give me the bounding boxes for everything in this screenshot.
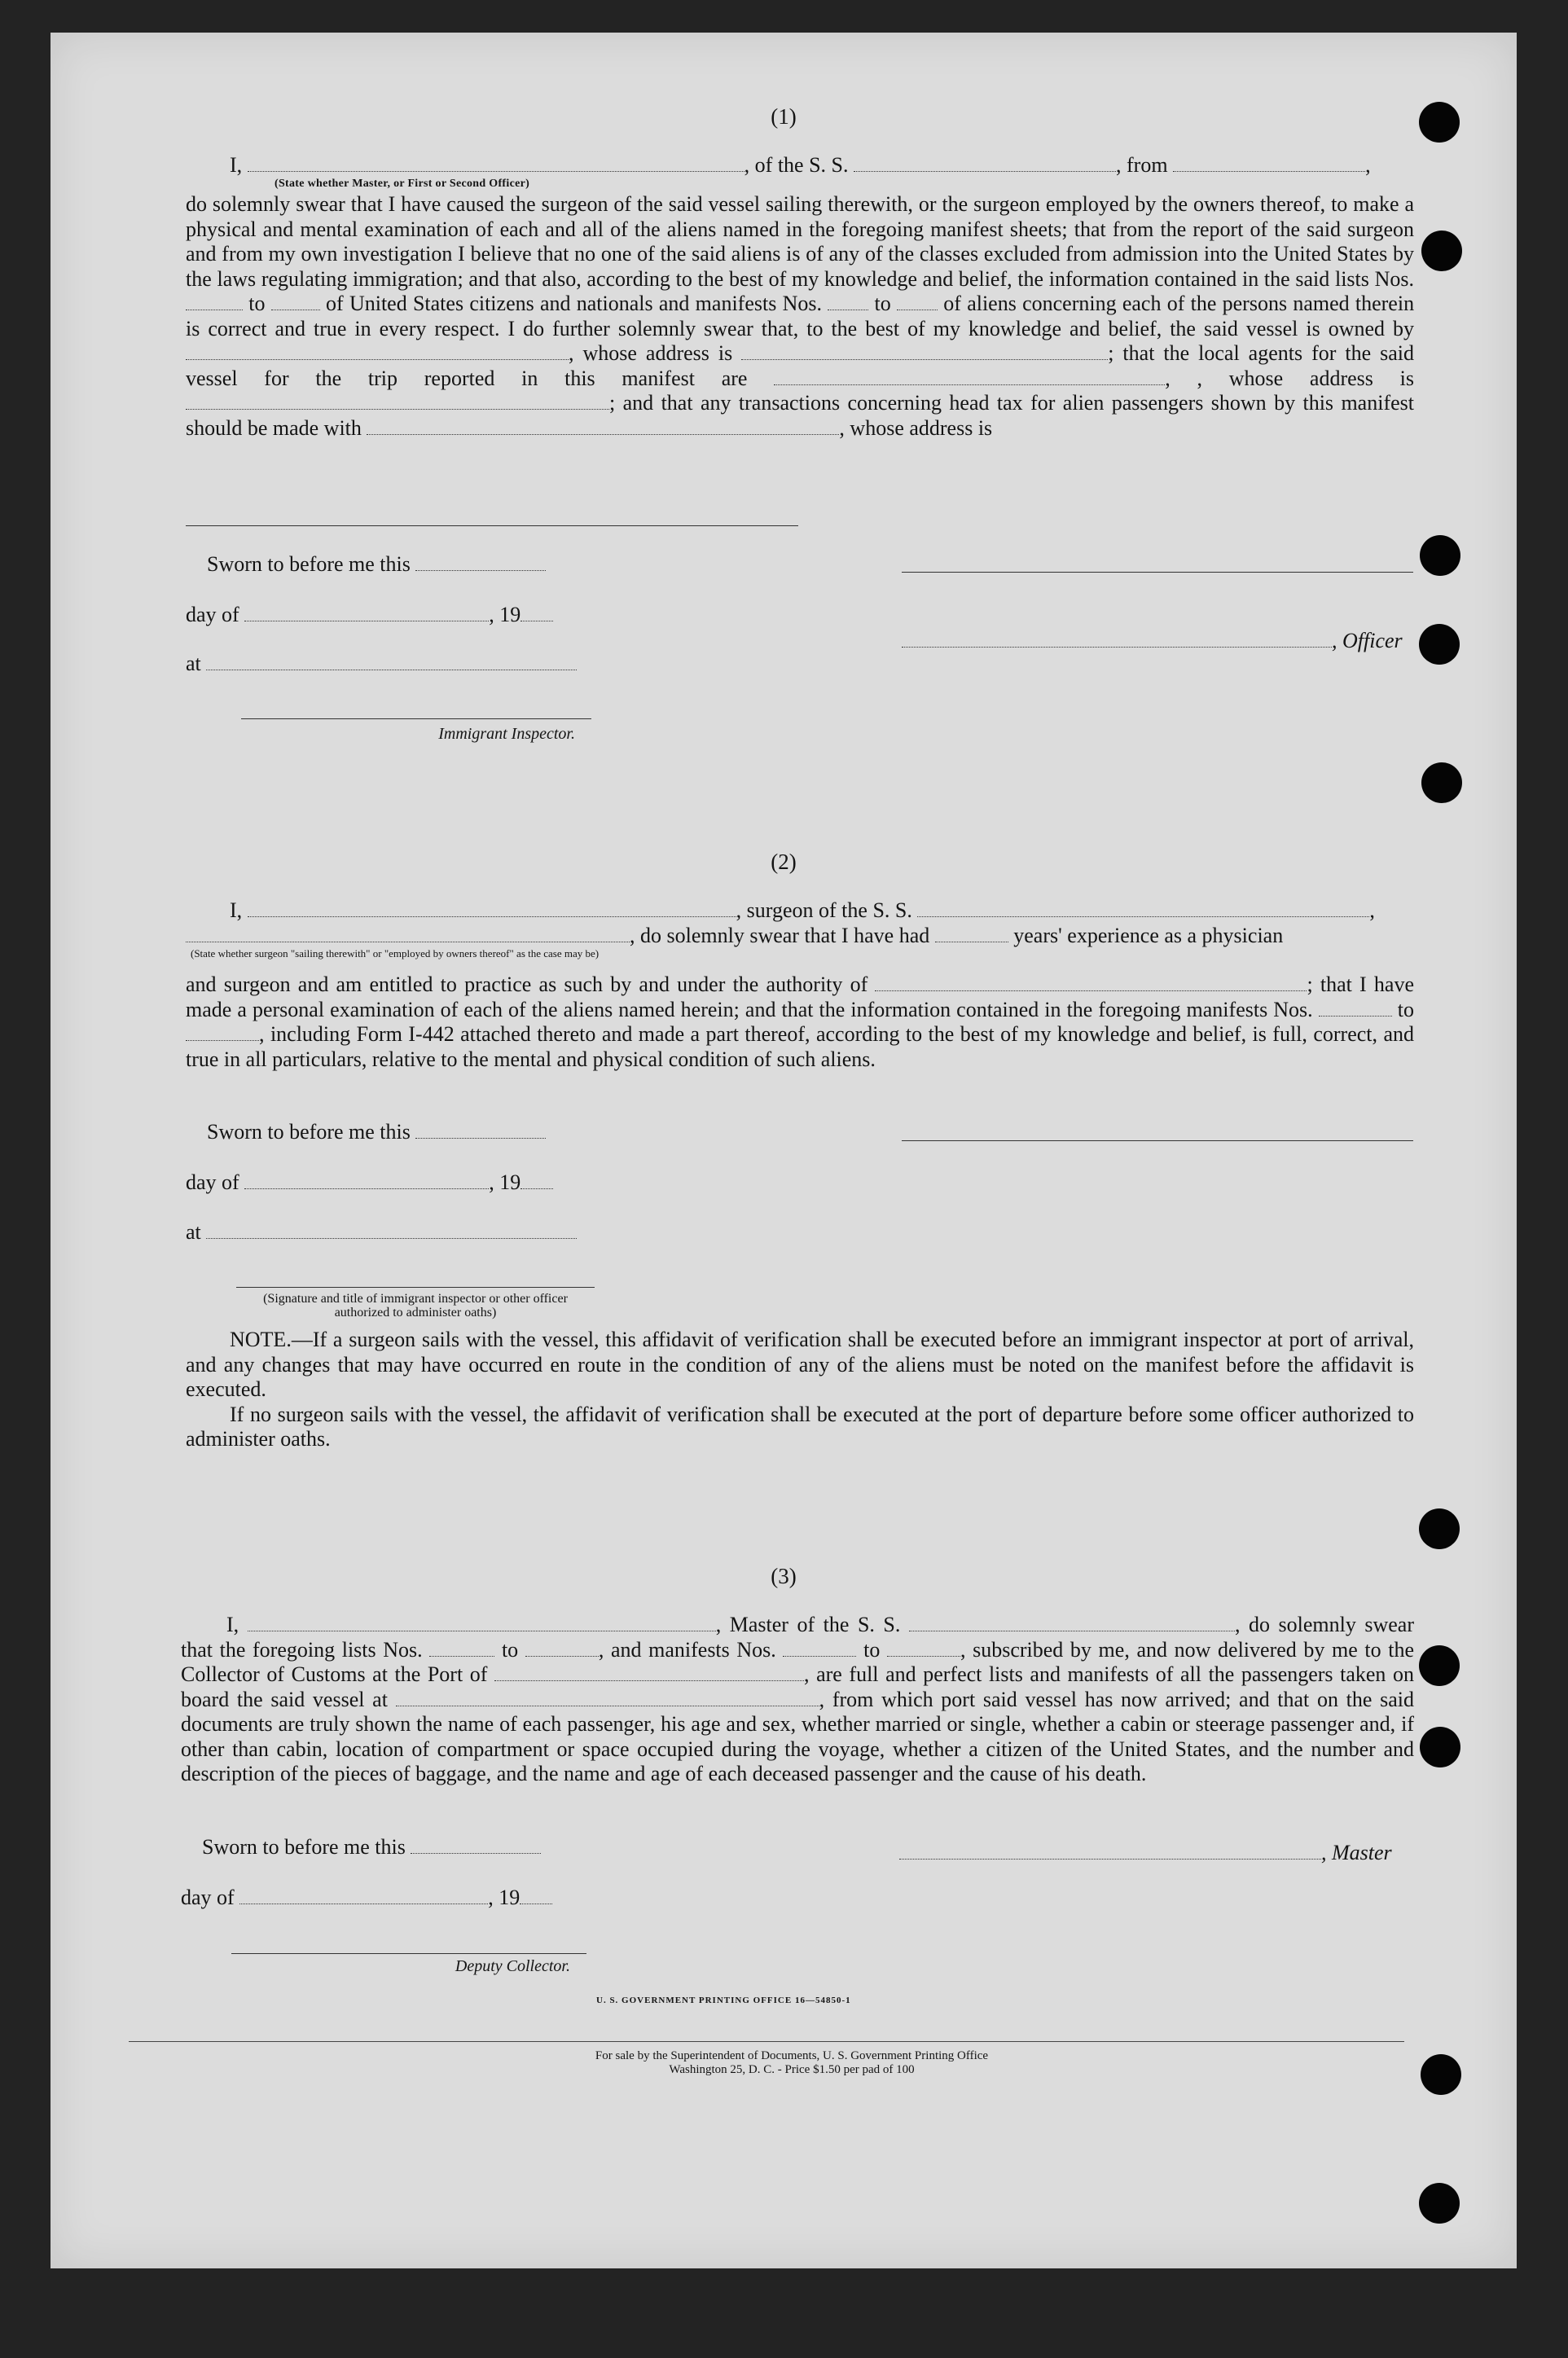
- section-1-text-c: of aliens concerning each of the persons named therein is correct and true in every respect. I do further solemnly swear that, to the best of my knowledge and belief, the said vessel is owned by: [186, 292, 1415, 340]
- head-tax-address-line[interactable]: [186, 525, 798, 526]
- lists-from-field[interactable]: [429, 1641, 494, 1657]
- head-tax-party-field[interactable]: [367, 419, 839, 435]
- at-label: at: [186, 652, 201, 675]
- year-prefix-label: , 19: [489, 603, 521, 626]
- gpo-imprint: U. S. GOVERNMENT PRINTING OFFICE 16—54850-1: [596, 1996, 851, 2005]
- punch-hole: [1421, 231, 1462, 271]
- master-name-field[interactable]: [248, 1616, 716, 1631]
- section-3-number: (3): [771, 1564, 797, 1588]
- manifests-to-field[interactable]: [186, 1025, 259, 1041]
- to-label: to: [501, 1637, 519, 1662]
- surgeon-signature-line[interactable]: [902, 1140, 1413, 1141]
- section-3-text-d: , from which port said vessel has now arrived; and that on the said documents are truly shown the name of each passenger, his age and sex, whether married or single, whether a cabin or steerage passenger and, if other than cabin, location of compartment or space occupied during the voyage, whether a citizen of the United States, and the number and description of the pieces of baggage, and the name and age of each deceased passenger and the cause of his death.: [181, 1687, 1415, 1785]
- month-field[interactable]: [244, 606, 489, 621]
- port-field[interactable]: [494, 1666, 804, 1681]
- section-2-body: and surgeon and am entitled to practice as such by and under the authority of ; that I have made a personal examination of each of the aliens named herein; and that the information contained in the foregoing manifests Nos. to , including Form I-442 attached thereto and made a part thereof, according to the best of my knowledge and belief, is full, correct, and true in all particulars, relative to the mental and physical condition of such aliens.: [186, 973, 1415, 1071]
- section-2-header-line: I, , surgeon of the S. S. ,: [230, 898, 1375, 922]
- inspector-caption: Immigrant Inspector.: [438, 725, 575, 743]
- years-field[interactable]: [935, 927, 1008, 942]
- master-label: , Master: [1321, 1841, 1392, 1864]
- sworn-label: Sworn to before me this: [207, 1120, 411, 1144]
- place-field[interactable]: [206, 1223, 577, 1239]
- sworn-label: Sworn to before me this: [207, 552, 411, 576]
- note-paragraph: [186, 1328, 1414, 1452]
- section-1-text-b: of United States citizens and nationals and manifests Nos.: [326, 292, 822, 315]
- place-field[interactable]: [206, 655, 577, 670]
- form-sheet: [51, 33, 1517, 2268]
- manifests-from-field[interactable]: [783, 1641, 856, 1657]
- sale-line-1: For sale by the Superintendent of Documents, U. S. Government Printing Office: [595, 2049, 989, 2062]
- and-manifests-label: , and manifests Nos.: [598, 1637, 776, 1662]
- collector-signature-line[interactable]: [231, 1953, 586, 1954]
- do-solemnly-label: , do solemnly: [1234, 1613, 1356, 1636]
- ship-name-field[interactable]: [854, 156, 1116, 172]
- punch-hole: [1419, 2183, 1460, 2224]
- year-field[interactable]: [520, 1889, 552, 1904]
- master-row: [899, 1841, 1392, 1865]
- collector-caption: Deputy Collector.: [455, 1957, 570, 1975]
- year-prefix-label: , 19: [488, 1886, 520, 1909]
- section-3-text-a: swear that the foregoing lists Nos.: [181, 1613, 1414, 1662]
- surgeon-ship-field[interactable]: [917, 902, 1369, 917]
- punch-hole: [1421, 762, 1462, 803]
- section-3-body: [181, 1613, 1414, 1787]
- section-1-body: do solemnly swear that I have caused the surgeon of the said vessel sailing therewith, or the surgeon employed by the owners thereof, to make a physical and mental examination of each and all of the aliens named in the foregoing manifest sheets; that from the report of the said surgeon and from my own investigation I believe that no one of the said aliens is of any of the classes excluded from admission into the United States by the laws regulating immigration; and that also, according to the best of my knowledge and belief, the information contained in the said lists Nos. to of United States citizens and nationals and manifests Nos. to of aliens concerning each of the persons named therein is correct and true in every respect. I do further solemnly swear that, to the best of my knowledge and belief, the said vessel is owned by , whose address is ; that the local agents for the said vessel for the trip reported in this manifest are , , whose address is ; and that any transactions concerning head tax for alien passengers shown by this manifest should be made with , whose address is: [186, 192, 1415, 440]
- master-note: (State whether Master, or First or Second Officer): [275, 178, 530, 190]
- year-field[interactable]: [520, 606, 553, 621]
- of-ss-label: , of the S. S.: [744, 153, 849, 177]
- to-label: to: [248, 292, 266, 315]
- i-label: I,: [230, 898, 243, 922]
- punch-hole: [1421, 2054, 1461, 2095]
- sale-notice: [311, 2049, 1272, 2077]
- inspector-signature-line[interactable]: [241, 718, 591, 719]
- punch-hole: [1420, 1727, 1460, 1767]
- section-2-text-b: that I have made a personal examination of each of the aliens named herein; and that the information contained in the foregoing manifests Nos.: [186, 973, 1414, 1021]
- section-2-text-c: , including Form I-442 attached thereto and made a part thereof, according to the best of my knowledge and belief, is full, correct, and true in all particulars, relative to the mental and physical condition of such aliens.: [186, 1022, 1414, 1071]
- lists-from-field[interactable]: [186, 295, 243, 310]
- owner-address-field[interactable]: [741, 345, 1108, 360]
- section-1-text-a: do solemnly swear that I have caused the surgeon of the said vessel sailing therewith, or the surgeon employed by the owners thereof, to make a physical and mental examination of each and all of the aliens named in the foregoing manifest sheets; that from the report of the said surgeon and from my own investigation I believe that no one of the said aliens is of any of the classes excluded from admission into the United States by the laws regulating immigration; and that also, according to the best of my knowledge and belief, the information contained in the said lists Nos.: [186, 192, 1414, 291]
- sworn-day-field[interactable]: [415, 1123, 546, 1139]
- day-of-label: day of: [181, 1886, 235, 1909]
- officer-name-field[interactable]: [248, 156, 744, 172]
- sworn-label: Sworn to before me this: [202, 1835, 406, 1859]
- sworn-row: [207, 1120, 546, 1144]
- officer-label: , Officer: [1332, 629, 1403, 652]
- day-of-row: [186, 1170, 553, 1195]
- day-of-row: [181, 1886, 552, 1910]
- surgeon-name-field[interactable]: [248, 902, 736, 917]
- whose-address-label: , whose address is: [569, 341, 733, 365]
- whose-address-label: , whose address is: [839, 415, 993, 440]
- section-2-number: (2): [771, 850, 797, 874]
- sworn-row: [207, 552, 546, 577]
- section-2-line-2: [186, 924, 1414, 949]
- master-signature-field[interactable]: [899, 1844, 1321, 1860]
- sworn-day-field[interactable]: [415, 555, 546, 571]
- authority-field[interactable]: [875, 976, 1307, 991]
- surgeon-of-label: , surgeon of the S. S.: [736, 898, 912, 922]
- officer-row: [902, 629, 1403, 653]
- note-2-text: If no surgeon sails with the vessel, the affidavit of verification shall be executed at the port of departure before some officer authorized to administer oaths.: [186, 1402, 1414, 1451]
- departure-port-field[interactable]: [1173, 156, 1365, 172]
- at-row: [186, 652, 577, 676]
- i-label: I,: [226, 1613, 239, 1636]
- punch-hole: [1419, 1645, 1460, 1686]
- surgeon-note: (State whether surgeon "sailing therewith" or "employed by owners thereof" as the case may be): [191, 947, 600, 959]
- inspector-signature-line[interactable]: [236, 1287, 595, 1288]
- month-field[interactable]: [239, 1889, 488, 1904]
- day-of-label: day of: [186, 1170, 239, 1194]
- lists-to-field[interactable]: [271, 295, 320, 310]
- swear-label: , do solemnly swear that I have had: [630, 924, 930, 947]
- whose-address-label: , whose address is: [1197, 366, 1415, 390]
- from-label: , from: [1116, 153, 1168, 177]
- year-prefix-label: , 19: [489, 1170, 521, 1194]
- sworn-day-field[interactable]: [411, 1838, 541, 1854]
- note-label: NOTE.: [230, 1328, 292, 1351]
- day-of-label: day of: [186, 603, 239, 626]
- sale-line-2: Washington 25, D. C. - Price $1.50 per pad of 100: [669, 2063, 915, 2076]
- master-ship-field[interactable]: [909, 1616, 1235, 1631]
- at-label: at: [186, 1220, 201, 1244]
- manifests-to-field[interactable]: [887, 1641, 960, 1657]
- day-of-row: [186, 603, 553, 627]
- section-3-text-b: , subscribed by me, and now delivered by me to the Collector of Customs at the Port of: [181, 1637, 1415, 1686]
- officer-signature-line-1[interactable]: [902, 572, 1413, 573]
- footer-rule: [129, 2041, 1404, 2042]
- note-text: —If a surgeon sails with the vessel, this affidavit of verification shall be executed before an immigrant inspector at port of arrival, and any changes that may have occurred en route in the condition of any of the aliens must be noted on the manifest before the affidavit is executed.: [186, 1328, 1414, 1401]
- agents-address-field[interactable]: [186, 394, 609, 410]
- officer-signature-field[interactable]: [902, 632, 1332, 648]
- section-2-text-a: and surgeon and am entitled to practice as such by and under the authority of: [186, 973, 868, 996]
- section-1-text-d: ; that the local agents for the said vessel for the trip reported in this manifest are: [186, 341, 1415, 390]
- boarding-port-field[interactable]: [396, 1691, 819, 1706]
- month-field[interactable]: [244, 1174, 489, 1189]
- i-label: I,: [230, 153, 243, 177]
- section-1-text-e: ; and that any transactions concerning head tax for alien passengers shown by this manifest should be made with: [186, 391, 1414, 440]
- years-label: years' experience as a physician: [1013, 924, 1284, 947]
- lists-to-field[interactable]: [525, 1641, 599, 1657]
- signature-note: (Signature and title of immigrant inspector or other officer authorized to administer oaths): [263, 1292, 568, 1320]
- at-row: [186, 1220, 577, 1245]
- year-field[interactable]: [520, 1174, 553, 1189]
- sworn-row: [202, 1835, 541, 1860]
- surgeon-type-field[interactable]: [186, 927, 630, 942]
- section-1-number: (1): [771, 104, 797, 129]
- punch-hole: [1419, 1508, 1460, 1549]
- master-of-label: , Master of the S. S.: [715, 1613, 901, 1636]
- manifests-to-field[interactable]: [897, 295, 938, 310]
- to-label: to: [1397, 997, 1415, 1021]
- section-1-header-line: I, , of the S. S. , from ,: [230, 153, 1371, 177]
- manifests-from-field[interactable]: [828, 295, 868, 310]
- manifests-from-field[interactable]: [1319, 1001, 1392, 1017]
- punch-hole: [1420, 535, 1460, 576]
- to-label: to: [863, 1637, 881, 1662]
- vessel-owner-field[interactable]: [186, 345, 569, 360]
- local-agents-field[interactable]: [774, 370, 1165, 385]
- to-label: to: [874, 292, 891, 315]
- section-3-text-c: , are full and perfect lists and manifests of all the passengers taken on board the said vessel at: [181, 1662, 1415, 1711]
- punch-hole: [1419, 624, 1460, 665]
